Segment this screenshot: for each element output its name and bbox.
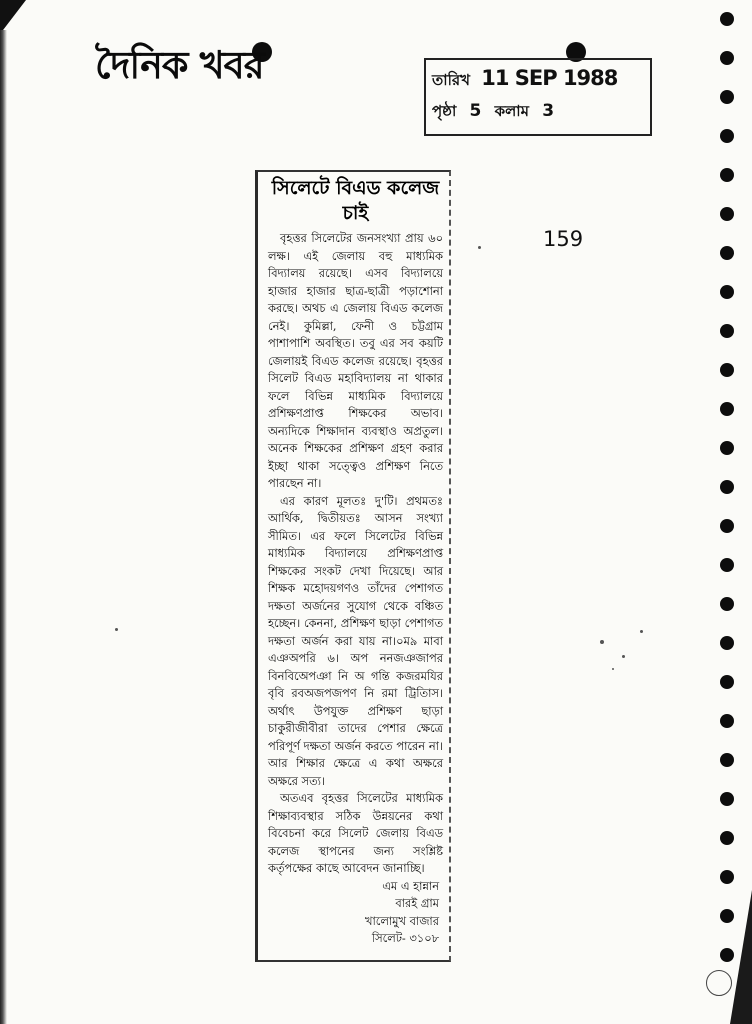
punch-hole-icon: [720, 90, 734, 104]
scan-speck: [115, 628, 118, 631]
punch-hole-icon: [720, 480, 734, 494]
scan-speck: [640, 630, 643, 633]
punch-hole-icon: [720, 324, 734, 338]
punch-hole-icon: [720, 831, 734, 845]
scan-speck: [600, 640, 604, 644]
scan-edge-shadow-left: [0, 30, 7, 1024]
stamp-date-value: 11 SEP 1988: [481, 66, 618, 90]
punch-hole-icon: [720, 402, 734, 416]
punch-hole-icon: [720, 51, 734, 65]
stamp-page-row: [432, 100, 562, 125]
archive-page-number: 159: [543, 227, 584, 251]
signature-line: এম এ হান্নান: [382, 878, 439, 893]
punch-hole-icon: [720, 246, 734, 260]
clipping-stamp: [424, 58, 652, 136]
punch-hole-icon: [720, 792, 734, 806]
article-paragraph: অতএব বৃহত্তর সিলেটের মাধ্যমিক শিক্ষাব্যবস্থার সঠিক উন্নয়নের কথা বিবেচনা করে সিলেট জেলায় বিএড কলেজ স্থাপনের জন্য সংশ্লিষ্ট কর্তৃপক্ষের কাছে আবেদন জানাচ্ছি।: [268, 791, 443, 875]
stamp-date-label: তারিখ: [432, 71, 470, 89]
punch-hole-icon: [720, 168, 734, 182]
punch-hole-icon: [720, 675, 734, 689]
news-clipping: [255, 170, 451, 962]
article-paragraph: এর কারণ মূলতঃ দু'টি। প্রথমতঃ আর্থিক, দ্বিতীয়তঃ আসন সংখ্যা সীমিত। এর ফলে সিলেটের বিভিন্ন মাধ্যমিক বিদ্যালয়ে প্রশিক্ষণপ্রাপ্ত শিক্ষকের সংকট দেখা দিয়েছে। আর শিক্ষক মহোদয়গণও তাঁদের পেশাগত দক্ষতা অর্জনের সুযোগ থেকে বঞ্চিত হচ্ছেন। কেননা, প্রশিক্ষণ ছাড়া পেশাগত দক্ষতা অর্জন করা যায় না।০ম৯ মাবা এঞঅপরি ৬। অপ ননজঞজাপর বিনবিঅেপঞা নি অ গন্তি কজরমযির বৃবি রবঅজপজপণ নি রমা ট্রিতিাস। অর্থাৎ উপযুক্ত প্রশিক্ষণ ছাড়া চাকুরীজীবীরা তাদের পেশার ক্ষেত্রে পরিপূর্ণ দক্ষতা অর্জন করতে পারেন না। আর শিক্ষার ক্ষেত্রে এ কথা অক্ষরে অক্ষরে সত্য।: [268, 493, 443, 788]
author-signature: [268, 878, 443, 948]
scan-speck: [622, 655, 625, 658]
punch-hole-icon: [720, 207, 734, 221]
stamp-page-value: 5: [469, 101, 482, 121]
punch-hole-icon: [720, 441, 734, 455]
article-headline: [268, 176, 443, 226]
signature-line: খালোমুখ বাজার: [365, 913, 439, 928]
scan-speck: [478, 246, 481, 249]
signature-line: বারই গ্রাম: [395, 896, 439, 910]
punch-hole-icon: [720, 636, 734, 650]
punch-hole-icon: [720, 714, 734, 728]
article-paragraph: বৃহত্তর সিলেটের জনসংখ্যা প্রায় ৬০ লক্ষ। এই জেলায় বহু মাধ্যমিক বিদ্যালয় রয়েছে। এসব বিদ্যালয়ে হাজার হাজার ছাত্র-ছাত্রী পড়াশোনা করছে। অথচ এ জেলায় বিএড কলেজ নেই। কুমিল্লা, ফেনী ও চট্টগ্রাম পাশাপাশি অবস্থিত। তবু এর সব কয়টি জেলায়ই বিএড কলেজ রয়েছে। বৃহত্তর সিলেট বিএড মহাবিদ্যালয় না থাকার ফলে বিভিন্ন মাধ্যমিক বিদ্যালয়ে প্রশিক্ষণপ্রাপ্ত শিক্ষকের অভাব। অন্যদিকে শিক্ষাদান ব্যবস্থাও অপ্রতুল। অনেক শিক্ষকের প্রশিক্ষণ গ্রহণ করার ইচ্ছা থাকা সত্ত্বেও প্রশিক্ষণ নিতে পারছেন না।: [268, 231, 443, 490]
stamp-page-label: পৃষ্ঠা: [432, 102, 457, 120]
punch-hole-icon: [720, 129, 734, 143]
stamp-column-value: 3: [542, 101, 555, 121]
scan-speck: [612, 668, 614, 670]
signature-line: সিলেট- ৩১০৮: [371, 931, 439, 945]
stamp-date-row: [432, 66, 617, 94]
punch-hole-icon: [720, 870, 734, 884]
scan-edge-shadow-top: [0, 0, 26, 34]
punch-hole-icon: [720, 12, 734, 26]
punch-hole-icon: [720, 948, 734, 962]
headline-line: চাই: [342, 202, 369, 224]
stamp-column-label: কলাম: [494, 102, 529, 120]
binder-punch-holes: [720, 12, 734, 972]
punch-hole-icon: [720, 519, 734, 533]
punch-hole-icon: [720, 909, 734, 923]
punch-hole-icon: [720, 363, 734, 377]
punch-hole-icon: [720, 597, 734, 611]
punch-hole-icon: [720, 558, 734, 572]
page-corner-mark: [706, 970, 732, 996]
punch-hole-icon: [720, 285, 734, 299]
newspaper-name: দৈনিক খবর: [95, 42, 264, 87]
headline-line: সিলেটে বিএড কলেজ: [271, 177, 440, 199]
punch-hole-icon: [720, 753, 734, 767]
